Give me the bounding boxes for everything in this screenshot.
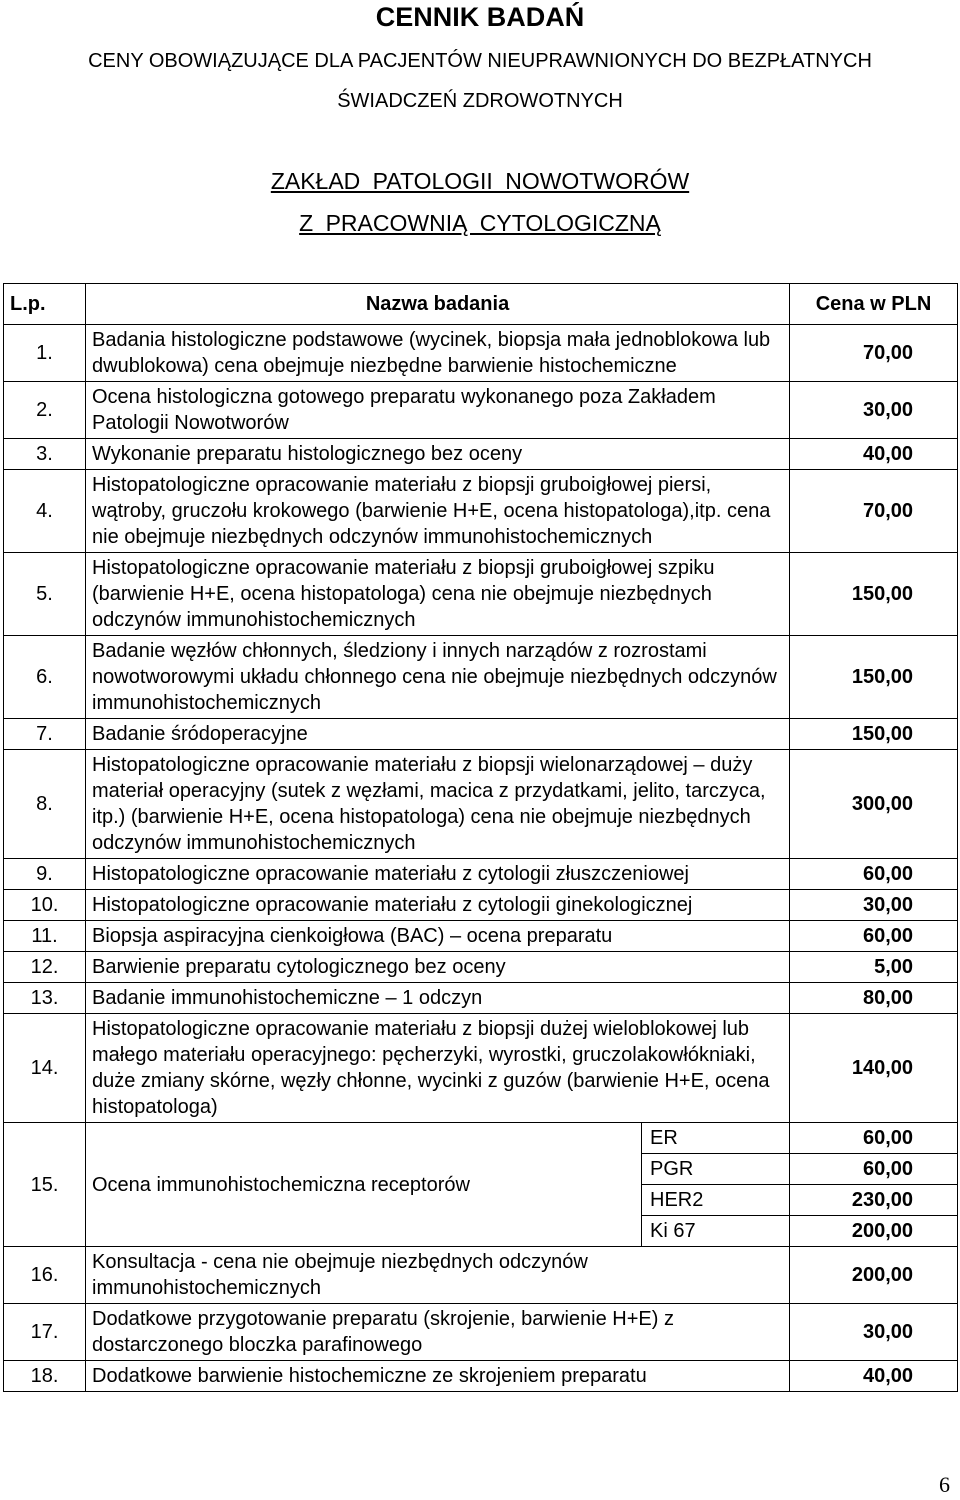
row-number: 7. <box>4 719 86 750</box>
row-name: Dodatkowe barwienie histochemiczne ze skrojeniem preparatu <box>86 1361 790 1392</box>
row-number: 16. <box>4 1247 86 1304</box>
row-price: 30,00 <box>790 1304 958 1361</box>
subtitle-line-1: CENY OBOWIĄZUJĄCE DLA PACJENTÓW NIEUPRAWNIONYCH DO BEZPŁATNYCH <box>88 50 872 72</box>
row-name: Histopatologiczne opracowanie materiału z cytologii złuszczeniowej <box>86 859 790 890</box>
row-name: Badanie immunohistochemiczne – 1 odczyn <box>86 983 790 1014</box>
table-row <box>4 439 958 470</box>
row-number: 6. <box>4 636 86 719</box>
subtitle-line-2: ŚWIADCZEŃ ZDROWOTNYCH <box>337 90 623 112</box>
row-name: Histopatologiczne opracowanie materiału z biopsji dużej wieloblokowej lub małego materiału operacyjnego: pęcherzyki, wyrostki, gruczolakowłókniaki, duże zmiany skórne, węzły chłonne, wycinki z guzów (barwienie H+E, ocena histopatologa) <box>86 1014 790 1123</box>
document-title: CENNIK BADAŃ <box>375 2 585 32</box>
row-name: Histopatologiczne opracowanie materiału z biopsji gruboigłowej piersi, wątroby, gruczołu krokowego (barwienie H+E, ocena histopatologa),itp. cena nie obejmuje niezbędnych odczynów immunohistochemicznych <box>86 470 790 553</box>
row-number: 5. <box>4 553 86 636</box>
receptor-price: 60,00 <box>790 1123 958 1154</box>
row-price: 70,00 <box>790 470 958 553</box>
table-row <box>4 983 958 1014</box>
receptor-code: Ki 67 <box>642 1216 790 1247</box>
column-header-lp: L.p. <box>4 284 86 325</box>
row-number: 3. <box>4 439 86 470</box>
department-line-1: ZAKŁAD PATOLOGII NOWOTWORÓW <box>270 168 690 194</box>
table-row <box>4 382 958 439</box>
row-price: 140,00 <box>790 1014 958 1123</box>
row-number: 12. <box>4 952 86 983</box>
row-name: Badanie śródoperacyjne <box>86 719 790 750</box>
row-name: Konsultacja - cena nie obejmuje niezbędnych odczynów immunohistochemicznych <box>86 1247 790 1304</box>
row-price: 5,00 <box>790 952 958 983</box>
receptor-code: PGR <box>642 1154 790 1185</box>
row-number: 18. <box>4 1361 86 1392</box>
row-number: 9. <box>4 859 86 890</box>
column-header-price: Cena w PLN <box>790 284 958 325</box>
row-name: Badanie węzłów chłonnych, śledziony i innych narządów z rozrostami nowotworowymi układu chłonnego cena nie obejmuje niezbędnych odczynów immunohistochemicznych <box>86 636 790 719</box>
row-number: 4. <box>4 470 86 553</box>
table-row <box>4 1361 958 1392</box>
row-price: 150,00 <box>790 553 958 636</box>
row-number: 14. <box>4 1014 86 1123</box>
row-name: Biopsja aspiracyjna cienkoigłowa (BAC) – ocena preparatu <box>86 921 790 952</box>
price-table <box>3 283 958 1392</box>
row-number: 17. <box>4 1304 86 1361</box>
table-row <box>4 859 958 890</box>
table-row <box>4 1014 958 1123</box>
department-line-2: Z PRACOWNIĄ CYTOLOGICZNĄ <box>299 210 661 236</box>
row-price: 80,00 <box>790 983 958 1014</box>
row-name: Wykonanie preparatu histologicznego bez oceny <box>86 439 790 470</box>
row-name: Histopatologiczne opracowanie materiału z cytologii ginekologicznej <box>86 890 790 921</box>
row-name: Barwienie preparatu cytologicznego bez oceny <box>86 952 790 983</box>
table-header-row <box>4 284 958 325</box>
row-number: 10. <box>4 890 86 921</box>
table-row <box>4 890 958 921</box>
row-price: 70,00 <box>790 325 958 382</box>
receptor-price: 230,00 <box>790 1185 958 1216</box>
row-number: 13. <box>4 983 86 1014</box>
table-row <box>4 921 958 952</box>
row-price: 200,00 <box>790 1247 958 1304</box>
receptor-price: 200,00 <box>790 1216 958 1247</box>
table-row <box>4 952 958 983</box>
row-number: 11. <box>4 921 86 952</box>
row-price: 60,00 <box>790 921 958 952</box>
table-row <box>4 553 958 636</box>
row-price: 150,00 <box>790 719 958 750</box>
row-price: 60,00 <box>790 859 958 890</box>
row-name: Dodatkowe przygotowanie preparatu (skrojenie, barwienie H+E) z dostarczonego bloczka parafinowego <box>86 1304 790 1361</box>
row-number: 8. <box>4 750 86 859</box>
row-name: Ocena histologiczna gotowego preparatu wykonanego poza Zakładem Patologii Nowotworów <box>86 382 790 439</box>
table-row <box>4 750 958 859</box>
receptor-code: ER <box>642 1123 790 1154</box>
row-price: 40,00 <box>790 439 958 470</box>
table-row <box>4 1247 958 1304</box>
receptor-code: HER2 <box>642 1185 790 1216</box>
table-row <box>4 719 958 750</box>
table-row <box>4 636 958 719</box>
row-name: Badania histologiczne podstawowe (wycinek, biopsja mała jednoblokowa lub dwublokowa) cena obejmuje niezbędne barwienie histochemiczne <box>86 325 790 382</box>
table-row <box>4 1304 958 1361</box>
table-row <box>4 325 958 382</box>
receptor-row <box>4 1123 958 1154</box>
row-price: 30,00 <box>790 382 958 439</box>
table-row <box>4 470 958 553</box>
row-number: 15. <box>4 1123 86 1247</box>
row-price: 30,00 <box>790 890 958 921</box>
page-number: 6 <box>939 1472 950 1497</box>
row-number: 1. <box>4 325 86 382</box>
column-header-name: Nazwa badania <box>86 284 790 325</box>
receptor-price: 60,00 <box>790 1154 958 1185</box>
row-name: Histopatologiczne opracowanie materiału z biopsji gruboigłowej szpiku (barwienie H+E, ocena histopatologa) cena nie obejmuje niezbędnych odczynów immunohistochemicznych <box>86 553 790 636</box>
row-number: 2. <box>4 382 86 439</box>
row-price: 150,00 <box>790 636 958 719</box>
row-name: Histopatologiczne opracowanie materiału z biopsji wielonarządowej – duży materiał operacyjny (sutek z węzłami, macica z przydatkami, jelito, tarczyca, itp.) (barwienie H+E, ocena histopatologa) cena nie obejmuje niezbędnych odczynów immunohistochemicznych <box>86 750 790 859</box>
table-body <box>4 325 958 1392</box>
row-name: Ocena immunohistochemiczna receptorów <box>86 1123 642 1247</box>
row-price: 40,00 <box>790 1361 958 1392</box>
row-price: 300,00 <box>790 750 958 859</box>
